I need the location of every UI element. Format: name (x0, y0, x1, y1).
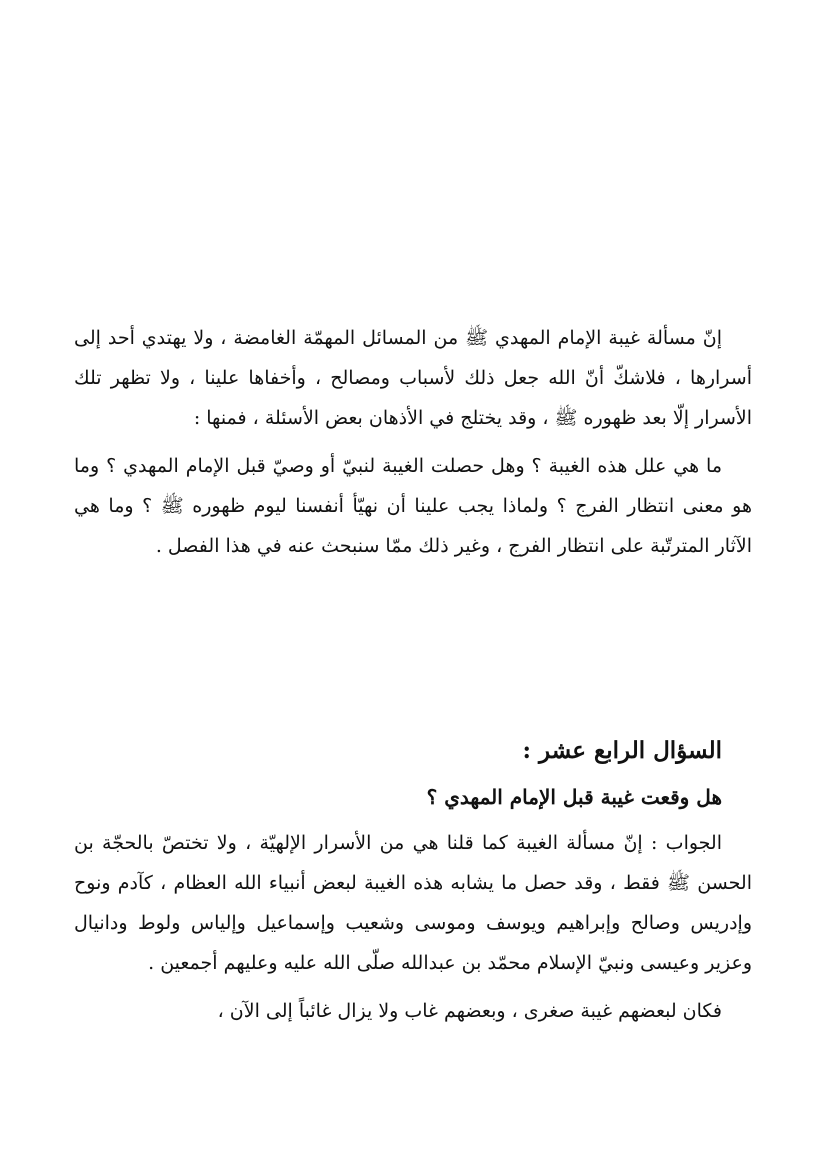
answer-paragraph: الجواب : إنّ مسألة الغيبة كما قلنا هي من الأسرار الإلهيّة ، ولا تختصّ بالحجّة بن الحسن ﷺ فقط ، وقد حصل ما يشابه هذه الغيبة لبعض أنبياء الله العظام ، كآدم ونوح وإدريس وصالح وإبراهيم ويوسف وموسى وشعيب وإسماعيل وإلياس ولوط ودانيال وعزير وعيسى ونبيّ الإسلام محمّد بن عبدالله صلّى الله عليه وعليهم أجمعين . (74, 832, 752, 974)
question-heading: السؤال الرابع عشر : (522, 737, 722, 764)
question-section (74, 731, 752, 1031)
intro-paragraph: إنّ مسألة غيبة الإمام المهدي ﷺ من المسائل المهمّة الغامضة ، ولا يهتدي أحد إلى أسرارها ، فلاشكّ أنّ الله جعل ذلك لأسباب ومصالح ، وأخفاها علينا ، ولا تظهر تلك الأسرار إلّا بعد ظهوره ﷺ ، وقد يختلج في الأذهان بعض الأسئلة ، فمنها : (74, 327, 752, 429)
question-subheading: هل وقعت غيبة قبل الإمام المهدي ؟ (426, 785, 722, 809)
intro-text-block (74, 318, 752, 566)
continuation-paragraph: فكان لبعضهم غيبة صغرى ، وبعضهم غاب ولا يزال غائباً إلى الآن ، (217, 1000, 722, 1022)
questions-paragraph: ما هي علل هذه الغيبة ؟ وهل حصلت الغيبة لنبيّ أو وصيّ قبل الإمام المهدي ؟ وما هو معنى انتظار الفرج ؟ ولماذا يجب علينا أن نهيّأ أنفسنا ليوم ظهوره ﷺ ؟ وما هي الآثار المترتّبة على انتظار الفرج ، وغير ذلك ممّا سنبحث عنه في هذا الفصل . (74, 455, 752, 557)
